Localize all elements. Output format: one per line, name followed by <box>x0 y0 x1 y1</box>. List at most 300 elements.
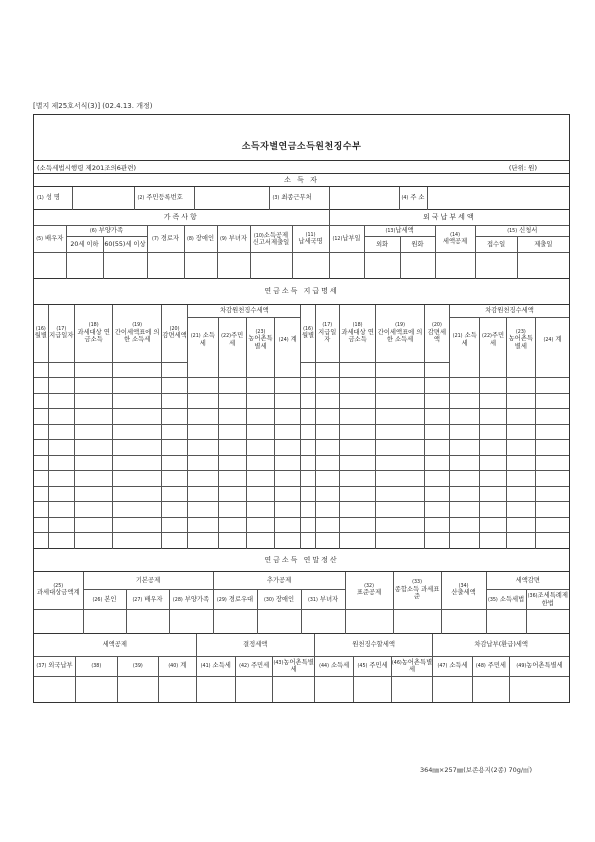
pay-cell[interactable] <box>74 502 112 518</box>
pay-cell[interactable] <box>339 393 375 409</box>
pay-cell[interactable] <box>339 486 375 502</box>
pay-cell[interactable] <box>376 486 425 502</box>
pay-cell[interactable] <box>113 471 162 487</box>
pay-cell[interactable] <box>506 502 535 518</box>
pay-cell[interactable] <box>315 378 339 394</box>
over60-header: 60(55)세 이상 <box>103 237 147 253</box>
res-header-left: (22)주민세 <box>218 317 246 362</box>
pay-cell[interactable] <box>218 486 246 502</box>
pay-cell[interactable] <box>450 440 480 456</box>
pay-cell[interactable] <box>161 362 187 378</box>
pay-cell[interactable] <box>275 409 301 425</box>
pay-cell[interactable] <box>34 409 48 425</box>
pay-cell[interactable] <box>218 517 246 533</box>
pay-cell[interactable] <box>535 362 569 378</box>
pay-cell[interactable] <box>246 533 274 549</box>
pay-cell[interactable] <box>188 424 218 440</box>
law-row <box>34 161 569 174</box>
pay-cell[interactable] <box>376 378 425 394</box>
extra-deduction-header: 추가공제 <box>213 572 345 590</box>
bottom-cell-12[interactable] <box>472 676 509 702</box>
pay-cell[interactable] <box>315 455 339 471</box>
pay-cell[interactable] <box>246 378 274 394</box>
pay-cell[interactable] <box>34 440 48 456</box>
pay-cell[interactable] <box>113 362 162 378</box>
pay-cell[interactable] <box>161 393 187 409</box>
settle-cell-10[interactable] <box>441 610 486 634</box>
pay-cell[interactable] <box>246 362 274 378</box>
pay-cell[interactable] <box>376 517 425 533</box>
pay-cell[interactable] <box>424 471 449 487</box>
name-field[interactable] <box>72 187 134 209</box>
pay-cell[interactable] <box>535 471 569 487</box>
pay-cell[interactable] <box>34 378 48 394</box>
simple-tax-header-left: (19) 간이세액표에 의한 소득세 <box>113 305 162 362</box>
received-date-header: 접수일 <box>475 237 517 253</box>
pay-cell[interactable] <box>424 409 449 425</box>
pay-cell[interactable] <box>480 486 506 502</box>
pay-cell[interactable] <box>301 409 315 425</box>
pay-cell[interactable] <box>376 440 425 456</box>
pay-cell[interactable] <box>218 455 246 471</box>
pay-cell[interactable] <box>218 471 246 487</box>
pay-cell[interactable] <box>506 362 535 378</box>
pay-cell[interactable] <box>218 393 246 409</box>
pay-cell[interactable] <box>315 502 339 518</box>
pay-cell[interactable] <box>506 471 535 487</box>
pay-cell[interactable] <box>48 455 74 471</box>
pay-cell[interactable] <box>506 455 535 471</box>
pay-cell[interactable] <box>480 424 506 440</box>
pay-cell[interactable] <box>218 409 246 425</box>
pay-cell[interactable] <box>188 486 218 502</box>
bottom-cell-10[interactable] <box>391 676 433 702</box>
pay-cell[interactable] <box>506 378 535 394</box>
pay-cell[interactable] <box>34 424 48 440</box>
pay-cell[interactable] <box>161 502 187 518</box>
pay-cell[interactable] <box>34 393 48 409</box>
settle-cell-9[interactable] <box>393 610 441 634</box>
pay-cell[interactable] <box>34 517 48 533</box>
pay-cell[interactable] <box>188 393 218 409</box>
month-header-right: (16) 월별 <box>301 305 315 362</box>
pay-cell[interactable] <box>74 486 112 502</box>
spouse-cell[interactable] <box>34 253 66 279</box>
pay-cell[interactable] <box>424 517 449 533</box>
pay-cell[interactable] <box>48 471 74 487</box>
pay-cell[interactable] <box>275 486 301 502</box>
pay-cell[interactable] <box>376 362 425 378</box>
tax-base-header: (33) 종합소득 과세표준 <box>393 572 441 610</box>
farm-header-left: (23) 농어촌특별세 <box>246 317 274 362</box>
pay-cell[interactable] <box>535 378 569 394</box>
pay-cell[interactable] <box>301 393 315 409</box>
pay-cell[interactable] <box>113 424 162 440</box>
pay-cell[interactable] <box>161 409 187 425</box>
country-cell[interactable] <box>292 253 329 279</box>
under20-cell[interactable] <box>66 253 103 279</box>
bottom-cell-1[interactable] <box>34 676 76 702</box>
pay-cell[interactable] <box>246 409 274 425</box>
over60-cell[interactable] <box>103 253 147 279</box>
pay-cell[interactable] <box>275 455 301 471</box>
received-cell[interactable] <box>475 253 517 279</box>
pay-cell[interactable] <box>480 440 506 456</box>
bottom-cell-8[interactable] <box>314 676 353 702</box>
pay-cell[interactable] <box>161 424 187 440</box>
woman-cell[interactable] <box>217 253 250 279</box>
pay-cell[interactable] <box>450 378 480 394</box>
pay-cell[interactable] <box>315 440 339 456</box>
pay-cell[interactable] <box>113 533 162 549</box>
diff-header: 차감납부(환급)세액 <box>433 634 569 656</box>
pay-cell[interactable] <box>424 486 449 502</box>
pay-cell[interactable] <box>161 471 187 487</box>
pay-cell[interactable] <box>506 486 535 502</box>
address-field[interactable] <box>427 187 569 209</box>
pay-cell[interactable] <box>450 517 480 533</box>
bottom-cell-4[interactable] <box>159 676 196 702</box>
pay-cell[interactable] <box>113 486 162 502</box>
pay-cell[interactable] <box>218 378 246 394</box>
bottom-cell-2[interactable] <box>76 676 118 702</box>
pay-cell[interactable] <box>450 471 480 487</box>
settle-cell-3[interactable] <box>126 610 169 634</box>
pay-cell[interactable] <box>188 362 218 378</box>
pay-cell[interactable] <box>275 424 301 440</box>
pay-cell[interactable] <box>480 517 506 533</box>
pay-cell[interactable] <box>424 393 449 409</box>
pay-cell[interactable] <box>48 502 74 518</box>
pay-cell[interactable] <box>275 440 301 456</box>
pay-cell[interactable] <box>113 455 162 471</box>
pay-cell[interactable] <box>218 502 246 518</box>
pay-cell[interactable] <box>246 455 274 471</box>
settle-cell-4[interactable] <box>169 610 213 634</box>
pay-cell[interactable] <box>424 455 449 471</box>
pay-cell[interactable] <box>480 393 506 409</box>
pay-cell[interactable] <box>424 533 449 549</box>
settle-section-title <box>34 549 569 572</box>
bottom-cell-6[interactable] <box>235 676 272 702</box>
table-row <box>34 533 569 549</box>
pay-cell[interactable] <box>376 533 425 549</box>
submitted-cell[interactable] <box>517 253 569 279</box>
pay-cell[interactable] <box>339 517 375 533</box>
pay-cell[interactable] <box>161 517 187 533</box>
pay-cell[interactable] <box>113 440 162 456</box>
pay-cell[interactable] <box>113 409 162 425</box>
pay-cell[interactable] <box>535 409 569 425</box>
settle-cell-7[interactable] <box>301 610 345 634</box>
pay-cell[interactable] <box>301 517 315 533</box>
law-reference: (소득세법시행령 제201조의6관련) <box>37 164 137 172</box>
pay-cell[interactable] <box>450 455 480 471</box>
settle-cell-2[interactable] <box>83 610 126 634</box>
pay-cell[interactable] <box>74 362 112 378</box>
pay-cell[interactable] <box>113 393 162 409</box>
pay-cell[interactable] <box>450 393 480 409</box>
tax-reduction-header: 세액감면 <box>486 572 569 590</box>
withheld-header-right: 차감원천징수세액 <box>450 305 569 317</box>
pay-cell[interactable] <box>34 502 48 518</box>
table-row <box>34 362 569 378</box>
pay-cell[interactable] <box>275 378 301 394</box>
pay-cell[interactable] <box>246 486 274 502</box>
pay-cell[interactable] <box>535 393 569 409</box>
pay-cell[interactable] <box>339 409 375 425</box>
pay-cell[interactable] <box>376 455 425 471</box>
decided-header: 결정세액 <box>196 634 314 656</box>
pay-cell[interactable] <box>275 502 301 518</box>
bottom-cell-7[interactable] <box>273 676 315 702</box>
pay-cell[interactable] <box>301 533 315 549</box>
workplace-label: (3) 최종근무처 <box>269 187 329 209</box>
pay-cell[interactable] <box>113 517 162 533</box>
pay-cell[interactable] <box>188 440 218 456</box>
bottom-cell-5[interactable] <box>196 676 235 702</box>
pay-cell[interactable] <box>315 533 339 549</box>
bottom-cell-11[interactable] <box>433 676 472 702</box>
pay-cell[interactable] <box>535 424 569 440</box>
elder-deduct-header: (29) 경로우대 <box>213 590 257 610</box>
deduct-cell[interactable] <box>250 253 292 279</box>
pay-cell[interactable] <box>48 409 74 425</box>
pay-cell[interactable] <box>424 424 449 440</box>
settle-cell-12[interactable] <box>526 610 569 634</box>
pay-cell[interactable] <box>74 393 112 409</box>
pay-cell[interactable] <box>339 471 375 487</box>
pay-cell[interactable] <box>161 533 187 549</box>
pay-cell[interactable] <box>506 517 535 533</box>
self-header: (26) 본인 <box>83 590 126 610</box>
pay-cell[interactable] <box>315 362 339 378</box>
pay-cell[interactable] <box>48 486 74 502</box>
pay-cell[interactable] <box>376 409 425 425</box>
pay-cell[interactable] <box>480 409 506 425</box>
pay-cell[interactable] <box>34 533 48 549</box>
pay-cell[interactable] <box>339 424 375 440</box>
krw-cell[interactable] <box>400 253 435 279</box>
pay-cell[interactable] <box>315 409 339 425</box>
pay-cell[interactable] <box>188 502 218 518</box>
pay-cell[interactable] <box>480 471 506 487</box>
credit-cell[interactable] <box>435 253 475 279</box>
pay-cell[interactable] <box>301 362 315 378</box>
pay-cell[interactable] <box>535 533 569 549</box>
deduct-submit-header: (10)소득공제 신고서제출일 <box>250 226 292 253</box>
pay-cell[interactable] <box>246 424 274 440</box>
pay-cell[interactable] <box>74 533 112 549</box>
res-header-right: (22)주민세 <box>480 317 506 362</box>
pay-cell[interactable] <box>113 502 162 518</box>
pay-cell[interactable] <box>218 362 246 378</box>
settle-section-label: 연금소득 연말정산 <box>264 555 339 564</box>
table-row <box>34 502 569 518</box>
pay-cell[interactable] <box>424 378 449 394</box>
pay-cell[interactable] <box>450 486 480 502</box>
pay-cell[interactable] <box>34 471 48 487</box>
pay-cell[interactable] <box>218 440 246 456</box>
pay-cell[interactable] <box>161 486 187 502</box>
pay-cell[interactable] <box>275 517 301 533</box>
pay-cell[interactable] <box>246 502 274 518</box>
pay-cell[interactable] <box>34 362 48 378</box>
pay-cell[interactable] <box>480 502 506 518</box>
pay-cell[interactable] <box>535 440 569 456</box>
pay-cell[interactable] <box>506 533 535 549</box>
pay-cell[interactable] <box>246 517 274 533</box>
pay-cell[interactable] <box>535 517 569 533</box>
request-header: (15) 신청서 <box>475 226 569 237</box>
pay-date-header: (12)납부일 <box>329 226 364 253</box>
pay-cell[interactable] <box>315 424 339 440</box>
pay-cell[interactable] <box>218 533 246 549</box>
pay-cell[interactable] <box>339 440 375 456</box>
fx-cell[interactable] <box>364 253 400 279</box>
pay-cell[interactable] <box>376 502 425 518</box>
pay-cell[interactable] <box>48 533 74 549</box>
withhold-res-header: (45) 주민세 <box>354 656 391 676</box>
pay-cell[interactable] <box>48 362 74 378</box>
pay-cell[interactable] <box>74 409 112 425</box>
disabled-deduct-header: (30) 장애인 <box>257 590 301 610</box>
pay-cell[interactable] <box>275 533 301 549</box>
workplace-field[interactable] <box>329 187 399 209</box>
pay-cell[interactable] <box>161 440 187 456</box>
pay-cell[interactable] <box>506 393 535 409</box>
pay-cell[interactable] <box>301 424 315 440</box>
pay-cell[interactable] <box>161 378 187 394</box>
pay-cell[interactable] <box>506 424 535 440</box>
settle-cell-6[interactable] <box>257 610 301 634</box>
settle-cell-5[interactable] <box>213 610 257 634</box>
date-header-right: (17) 지급일자 <box>315 305 339 362</box>
settle-table <box>34 572 569 635</box>
pay-cell[interactable] <box>480 533 506 549</box>
pay-cell[interactable] <box>301 471 315 487</box>
pay-cell[interactable] <box>74 517 112 533</box>
pay-cell[interactable] <box>376 471 425 487</box>
pay-cell[interactable] <box>480 362 506 378</box>
pay-cell[interactable] <box>301 455 315 471</box>
under20-header: 20세 이하 <box>66 237 103 253</box>
pay-cell[interactable] <box>450 424 480 440</box>
pay-cell[interactable] <box>48 517 74 533</box>
pay-cell[interactable] <box>48 393 74 409</box>
pay-cell[interactable] <box>315 517 339 533</box>
pay-cell[interactable] <box>48 378 74 394</box>
pay-cell[interactable] <box>34 455 48 471</box>
pay-cell[interactable] <box>450 502 480 518</box>
pay-cell[interactable] <box>188 517 218 533</box>
paydate-cell[interactable] <box>329 253 364 279</box>
pay-cell[interactable] <box>339 455 375 471</box>
pay-cell[interactable] <box>275 362 301 378</box>
pay-cell[interactable] <box>301 502 315 518</box>
pay-cell[interactable] <box>275 471 301 487</box>
paper-spec: 364㎜×257㎜(보존용지(2종) 70g/㎡) <box>420 766 533 774</box>
settle-cell-1[interactable] <box>34 610 83 634</box>
pay-cell[interactable] <box>424 440 449 456</box>
pay-cell[interactable] <box>535 455 569 471</box>
taxable-header-left: (18) 과세대상 연금소득 <box>74 305 112 362</box>
spouse-header: (5) 배우자 <box>34 226 66 253</box>
withhold-farm-header: (46)농어촌특별세 <box>391 656 433 676</box>
pay-cell[interactable] <box>48 424 74 440</box>
pay-cell[interactable] <box>315 471 339 487</box>
dependent-deduct-header: (28) 부양가족 <box>169 590 213 610</box>
family-section: 가족사항 <box>34 210 329 226</box>
pay-cell[interactable] <box>218 424 246 440</box>
pay-cell[interactable] <box>315 393 339 409</box>
pay-cell[interactable] <box>188 409 218 425</box>
pay-cell[interactable] <box>480 378 506 394</box>
income-tax-law-header: (35) 소득세법 <box>486 590 526 610</box>
pay-cell[interactable] <box>188 471 218 487</box>
pay-cell[interactable] <box>339 362 375 378</box>
pay-cell[interactable] <box>450 533 480 549</box>
pay-cell[interactable] <box>74 378 112 394</box>
pay-cell[interactable] <box>450 409 480 425</box>
pay-cell[interactable] <box>74 424 112 440</box>
pay-cell[interactable] <box>339 378 375 394</box>
pay-cell[interactable] <box>74 471 112 487</box>
disabled-cell[interactable] <box>184 253 217 279</box>
pay-cell[interactable] <box>34 486 48 502</box>
bottom-cell-9[interactable] <box>354 676 391 702</box>
pay-cell[interactable] <box>301 440 315 456</box>
pay-cell[interactable] <box>301 486 315 502</box>
pay-cell[interactable] <box>246 440 274 456</box>
pay-cell[interactable] <box>113 378 162 394</box>
pay-cell[interactable] <box>48 440 74 456</box>
pay-cell[interactable] <box>480 455 506 471</box>
settle-cell-8[interactable] <box>345 610 393 634</box>
pay-cell[interactable] <box>275 393 301 409</box>
elder-cell[interactable] <box>147 253 184 279</box>
pay-cell[interactable] <box>188 378 218 394</box>
pay-cell[interactable] <box>535 502 569 518</box>
pay-cell[interactable] <box>506 409 535 425</box>
pay-cell[interactable] <box>74 455 112 471</box>
pay-cell[interactable] <box>535 486 569 502</box>
pay-cell[interactable] <box>246 393 274 409</box>
settle-cell-11[interactable] <box>486 610 526 634</box>
pay-cell[interactable] <box>301 378 315 394</box>
pay-cell[interactable] <box>161 455 187 471</box>
pay-cell[interactable] <box>188 455 218 471</box>
pay-cell[interactable] <box>376 393 425 409</box>
pay-cell[interactable] <box>506 440 535 456</box>
family-data-row <box>34 253 569 279</box>
pay-cell[interactable] <box>188 533 218 549</box>
pay-cell[interactable] <box>424 362 449 378</box>
pay-cell[interactable] <box>339 533 375 549</box>
bottom-cell-13[interactable] <box>510 676 569 702</box>
diff-farm-header: (49)농어촌특별세 <box>510 656 569 676</box>
pay-cell[interactable] <box>315 486 339 502</box>
pay-cell[interactable] <box>450 362 480 378</box>
pay-cell[interactable] <box>424 502 449 518</box>
rrn-field[interactable] <box>194 187 269 209</box>
pay-cell[interactable] <box>74 440 112 456</box>
pay-cell[interactable] <box>246 471 274 487</box>
pay-cell[interactable] <box>339 502 375 518</box>
pay-cell[interactable] <box>376 424 425 440</box>
decided-inc-header: (41) 소득세 <box>196 656 235 676</box>
bottom-cell-3[interactable] <box>117 676 159 702</box>
